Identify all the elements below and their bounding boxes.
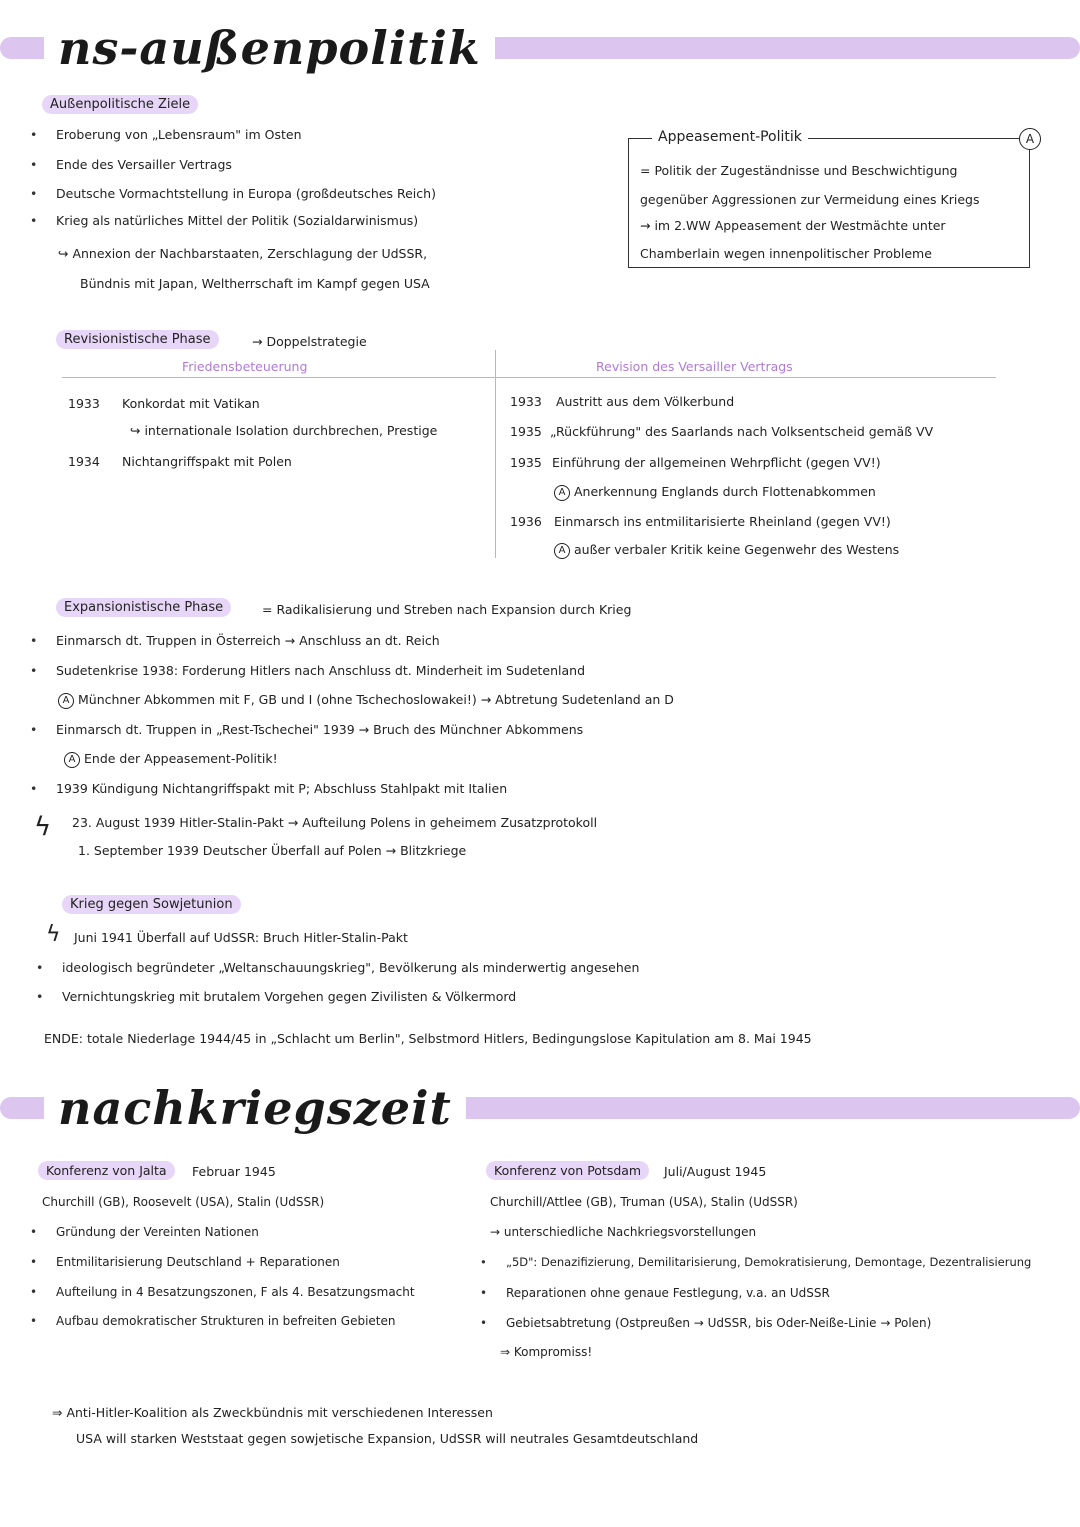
revision-table-hline (62, 377, 996, 378)
jalta-line: • Entmilitarisierung Deutschland + Reparationen (56, 1255, 340, 1269)
revision-left-text: Nichtangriffspakt mit Polen (122, 454, 292, 469)
appeasement-line: → im 2.WW Appeasement der Westmächte unter (640, 218, 946, 233)
expansion-line: • Sudetenkrise 1938: Forderung Hitlers nach Anschluss dt. Minderheit im Sudetenland (56, 663, 585, 678)
jalta-line: Churchill (GB), Roosevelt (USA), Stalin (UdSSR) (42, 1195, 325, 1209)
sowjet-line: • ideologisch begründeter „Weltanschauungskrieg", Bevölkerung als minderwertig angesehen (62, 960, 639, 975)
sowjet-ende: ENDE: totale Niederlage 1944/45 in „Schlacht um Berlin", Selbstmord Hitlers, Bedingungslose Kapitulation am 8. Mai 1945 (44, 1031, 812, 1046)
appeasement-badge (1019, 128, 1041, 150)
potsdam-line: → unterschiedliche Nachkriegsvorstellungen (490, 1225, 757, 1239)
potsdam-date: Juli/August 1945 (664, 1164, 767, 1179)
revision-left-year: 1933 (68, 396, 100, 411)
section-title-ns-aussenpolitik: ns-außenpolitik (44, 20, 495, 76)
expansion-line: • Einmarsch dt. Truppen in Österreich → Anschluss an dt. Reich (56, 633, 440, 648)
lightning-icon: ϟ (46, 922, 61, 947)
tag-revisionistische-phase: Revisionistische Phase (56, 330, 219, 349)
header-bar-right (368, 1097, 1080, 1119)
jalta-line: • Gründung der Vereinten Nationen (56, 1225, 259, 1239)
potsdam-line: • „5D": Denazifizierung, Demilitarisierung, Demokratisierung, Demontage, Dezentralisierung (506, 1255, 1031, 1269)
revision-right-text: Einführung der allgemeinen Wehrpflicht (gegen VV!) (552, 455, 881, 470)
circle-a-icon: A (58, 693, 74, 709)
ziel-item: • Krieg als natürliches Mittel der Politik (Sozialdarwinismus) (56, 213, 418, 228)
revision-left-text: ↪ internationale Isolation durchbrechen, Prestige (130, 423, 438, 438)
tag-expansionistische-phase: Expansionistische Phase (56, 598, 231, 617)
ziel-item: • Eroberung von „Lebensraum" im Osten (56, 127, 302, 142)
sowjet-line: • Vernichtungskrieg mit brutalem Vorgehen gegen Zivilisten & Völkermord (62, 989, 516, 1004)
tag-aussenpolitische-ziele: Außenpolitische Ziele (42, 95, 198, 114)
ziel-item: • Deutsche Vormachtstellung in Europa (großdeutsches Reich) (56, 186, 436, 201)
appeasement-badge-label: A (1025, 132, 1035, 146)
tag-konferenz-potsdam: Konferenz von Potsdam (486, 1161, 649, 1180)
expansion-line: Münchner Abkommen mit F, GB und I (ohne Tschechoslowakei!) → Abtretung Sudetenland an D (78, 692, 674, 707)
sowjet-line: Juni 1941 Überfall auf UdSSR: Bruch Hitler-Stalin-Pakt (74, 930, 408, 945)
revision-left-year: 1934 (68, 454, 100, 469)
expansion-line: • 1939 Kündigung Nichtangriffspakt mit P; Abschluss Stahlpakt mit Italien (56, 781, 507, 796)
expansion-line: Ende der Appeasement-Politik! (84, 751, 278, 766)
appeasement-line: = Politik der Zugeständnisse und Beschwichtigung (640, 163, 958, 178)
revision-right-heading: Revision des Versailler Vertrags (596, 359, 793, 374)
fazit-line: ⇒ Anti-Hitler-Koalition als Zweckbündnis mit verschiedenen Interessen (52, 1405, 493, 1420)
ziel-arrow-line: ↪ Annexion der Nachbarstaaten, Zerschlagung der UdSSR, (58, 246, 428, 261)
potsdam-line: • Reparationen ohne genaue Festlegung, v.a. an UdSSR (506, 1286, 830, 1300)
ziel-arrow-line: Bündnis mit Japan, Weltherrschaft im Kampf gegen USA (80, 276, 430, 291)
jalta-line: • Aufbau demokratischer Strukturen in befreiten Gebieten (56, 1314, 396, 1328)
ziel-item: • Ende des Versailler Vertrags (56, 157, 232, 172)
tag-krieg-gegen-sowjetunion: Krieg gegen Sowjetunion (62, 895, 241, 914)
revision-right-text: Austritt aus dem Völkerbund (556, 394, 735, 409)
revision-right-text: Anerkennung Englands durch Flottenabkommen (574, 484, 876, 499)
appeasement-line: Chamberlain wegen innenpolitischer Probleme (640, 246, 932, 261)
fazit-line: USA will starken Weststaat gegen sowjetische Expansion, UdSSR will neutrales Gesamtdeutschland (76, 1431, 699, 1446)
circle-a-icon: A (554, 485, 570, 501)
section-title-nachkriegszeit: nachkriegszeit (44, 1080, 466, 1136)
expansion-definition: = Radikalisierung und Streben nach Expansion durch Krieg (262, 602, 632, 617)
revision-right-year: 1936 (510, 514, 542, 529)
revision-right-note (554, 542, 899, 559)
potsdam-line: • Gebietsabtretung (Ostpreußen → UdSSR, bis Oder-Neiße-Linie → Polen) (506, 1316, 931, 1330)
revision-table-vline (495, 350, 496, 558)
lightning-icon: ϟ (34, 812, 52, 842)
jalta-date: Februar 1945 (192, 1164, 276, 1179)
revision-right-text: außer verbaler Kritik keine Gegenwehr des Westens (574, 542, 900, 557)
potsdam-line: ⇒ Kompromiss! (500, 1345, 593, 1359)
circle-a-icon: A (64, 752, 80, 768)
jalta-line: • Aufteilung in 4 Besatzungszonen, F als 4. Besatzungsmacht (56, 1285, 415, 1299)
revision-left-heading: Friedensbeteuerung (182, 359, 308, 374)
expansion-note (58, 692, 674, 709)
revision-right-year: 1935 (510, 455, 542, 470)
potsdam-line: Churchill/Attlee (GB), Truman (USA), Stalin (UdSSR) (490, 1195, 798, 1209)
expansion-line: 23. August 1939 Hitler-Stalin-Pakt → Aufteilung Polens in geheimem Zusatzprotokoll (72, 815, 598, 830)
revision-right-year: 1935 (510, 424, 542, 439)
circle-a-icon: A (554, 543, 570, 559)
expansion-line: • Einmarsch dt. Truppen in „Rest-Tschechei" 1939 → Bruch des Münchner Abkommens (56, 722, 583, 737)
revision-strategy: → Doppelstrategie (252, 334, 367, 349)
appeasement-line: gegenüber Aggressionen zur Vermeidung eines Kriegs (640, 192, 980, 207)
appeasement-title: Appeasement-Politik (652, 129, 808, 145)
tag-konferenz-jalta: Konferenz von Jalta (38, 1161, 175, 1180)
revision-right-note (554, 484, 876, 501)
revision-right-text: „Rückführung" des Saarlands nach Volksentscheid gemäß VV (550, 424, 934, 439)
revision-right-year: 1933 (510, 394, 542, 409)
revision-right-text: Einmarsch ins entmilitarisierte Rheinland (gegen VV!) (554, 514, 891, 529)
revision-left-text: Konkordat mit Vatikan (122, 396, 260, 411)
expansion-note (64, 751, 278, 768)
expansion-line: 1. September 1939 Deutscher Überfall auf Polen → Blitzkriege (78, 843, 467, 858)
header-bar-right (410, 37, 1080, 59)
